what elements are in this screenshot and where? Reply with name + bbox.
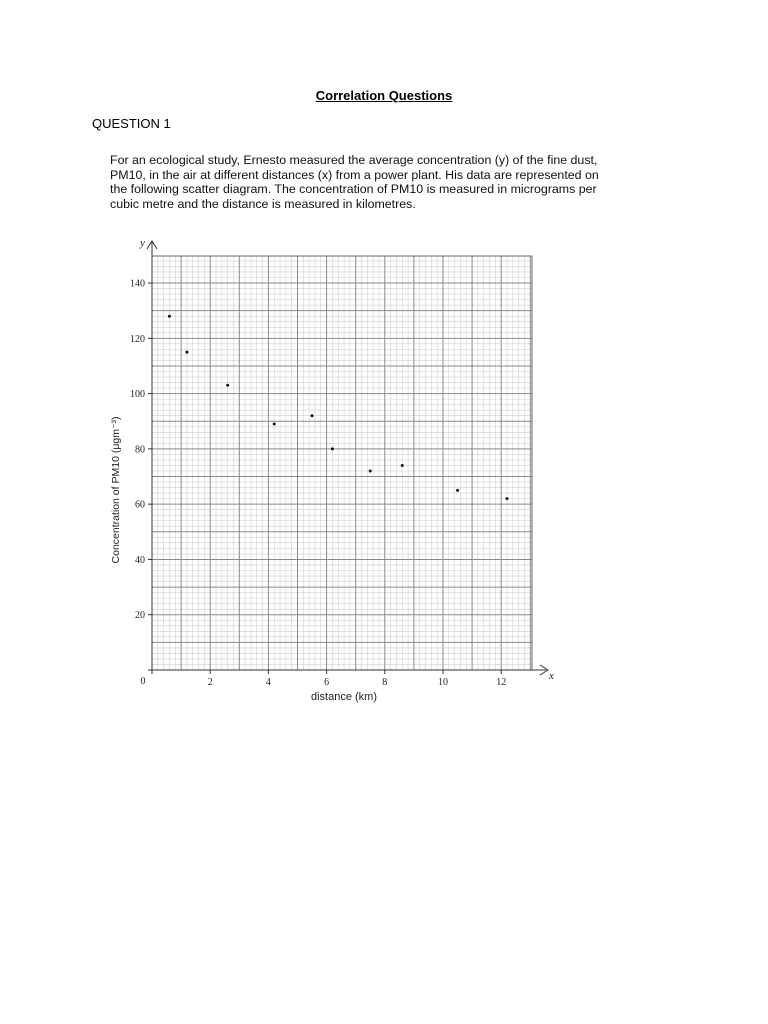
page-title: Correlation Questions [315,88,453,103]
problem-line: cubic metre and the distance is measured in kilometres. [110,196,416,211]
x-axis-symbol: x [549,670,554,682]
data-point [185,351,188,354]
y-tick-label: 100 [130,389,145,401]
y-axis-title: Concentration of PM10 (μgm⁻³) [110,416,122,564]
y-axis-symbol: y [140,237,145,249]
axes [147,241,548,675]
data-point [226,384,229,387]
origin-label: 0 [140,676,146,687]
data-point [506,497,509,500]
x-tick-label: 2 [207,677,213,688]
x-tick-label: 6 [324,677,330,688]
y-tick-label: 140 [130,278,145,290]
problem-line: the following scatter diagram. The concentration of PM10 is measured in micrograms per [110,182,597,196]
y-tick-label: 120 [130,333,145,345]
data-point [168,315,171,318]
x-tick-label: 8 [382,677,388,688]
y-tick-label: 80 [135,444,145,456]
grid-border [152,256,532,670]
data-point [369,469,372,472]
y-tick-label: 40 [135,554,145,566]
grid-minor [152,256,532,670]
data-point [331,447,334,450]
x-tick-label: 4 [265,677,271,688]
data-point [311,414,314,417]
x-tick-label: 12 [496,677,507,688]
y-tick-label: 20 [135,610,145,622]
question-label: QUESTION 1 [92,116,171,131]
y-tick-label: 60 [135,499,145,511]
data-point [401,464,404,467]
x-tick-label: 10 [438,677,448,688]
data-point [456,489,459,492]
problem-line: For an ecological study, Ernesto measured the average concentration (y) of the fine dust, [110,153,598,167]
problem-line: PM10, in the air at different distances (x) from a power plant. His data are represented on [110,167,599,182]
data-point [273,423,276,426]
x-axis-title: distance (km) [310,691,378,703]
grid-major [152,256,532,670]
